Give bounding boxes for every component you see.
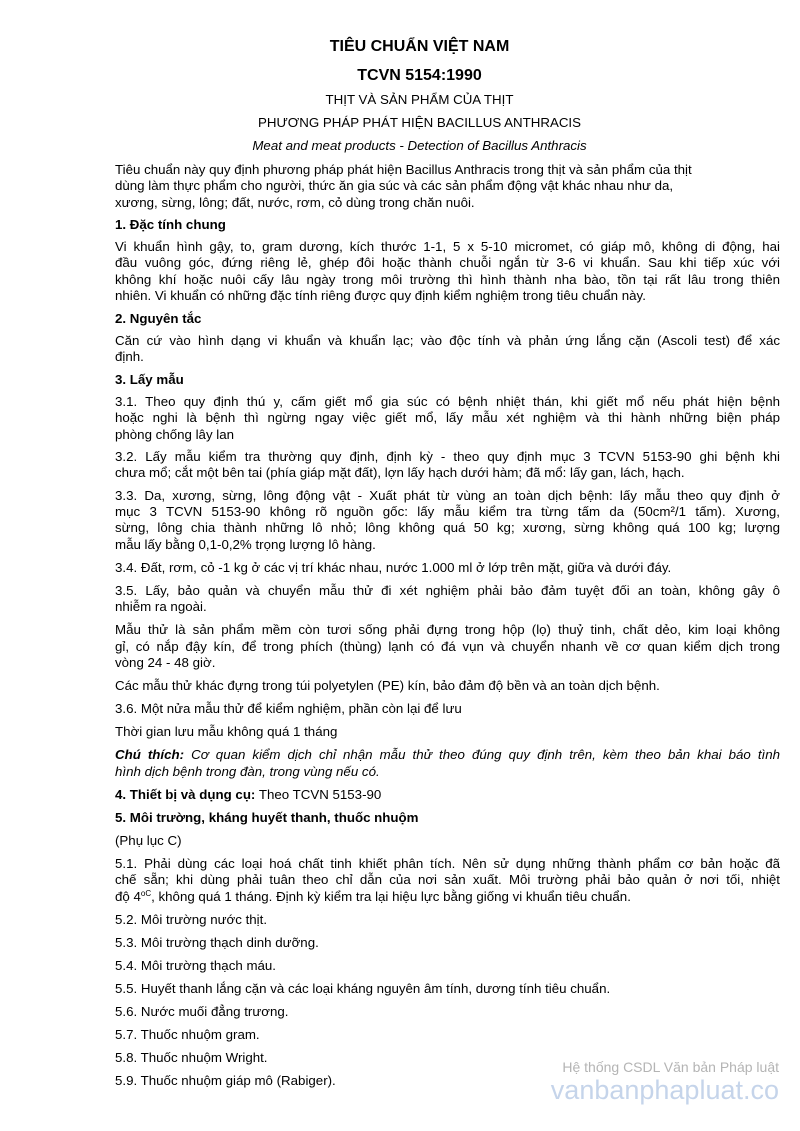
text-line bbox=[115, 889, 780, 905]
text-line: (Phụ lục C) bbox=[115, 832, 182, 848]
clause-5-3 bbox=[115, 935, 780, 951]
heading-text: 2. Nguyên tắc bbox=[115, 310, 202, 326]
text-line: định. bbox=[115, 349, 144, 365]
text-line: không khí hoặc nuôi cấy lâu ngày trong môi trường thì hình thành nha bào, tồn tại rất lâu trong thiên bbox=[115, 271, 780, 287]
other-samples-paragraph bbox=[115, 678, 780, 694]
section-3-heading bbox=[115, 372, 780, 388]
list-item: 5.2. Môi trường nước thịt. bbox=[115, 911, 268, 927]
text-line: nhiên. Vi khuẩn có những đặc tính riêng được quy định kiểm nghiệm trong tiêu chuẩn này. bbox=[115, 288, 646, 304]
text-line: 3.5. Lấy, bảo quản và chuyển mẫu thử đi xét nghiệm phải bảo đảm tuyệt đối an toàn, không gây ô bbox=[115, 582, 780, 598]
text-line: chế sẵn; khi dùng phải tuân theo chỉ dẫn của nơi sản xuất. Môi trường phải bảo quản ở nơi tối, nhiệt bbox=[115, 872, 780, 888]
temperature-text: độ 4 bbox=[115, 888, 141, 904]
note-label: Chú thích: bbox=[115, 747, 185, 763]
list-item: 5.6. Nước muối đẳng trương. bbox=[115, 1004, 289, 1020]
clause-5-2 bbox=[115, 912, 780, 928]
heading-text: 1. Đặc tính chung bbox=[115, 216, 226, 232]
watermark-caption: Hệ thống CSDL Văn bản Pháp luật bbox=[562, 1059, 779, 1075]
clause-3-5 bbox=[115, 583, 780, 616]
text-line: Các mẫu thử khác đựng trong túi polyetylen (PE) kín, bảo đảm độ bền và an toàn dịch bệnh. bbox=[115, 678, 660, 694]
note-text: Cơ quan kiểm dịch chỉ nhận mẫu thử theo đúng quy định trên, kèm theo bản khai báo tình bbox=[191, 747, 781, 763]
retention-paragraph bbox=[115, 724, 780, 740]
list-item: 5.5. Huyết thanh lắng cặn và các loại kháng nguyên âm tính, dương tính tiêu chuẩn. bbox=[115, 980, 611, 996]
text-line: dùng làm thực phẩm cho người, thức ăn gia súc và các sản phẩm động vật khác nhau như da, bbox=[115, 178, 674, 194]
text-line: xương, sừng, lông; đất, nước, rơm, cỏ dùng trong chăn nuôi. bbox=[115, 194, 475, 210]
text-line bbox=[115, 787, 780, 803]
text-line: mục 3 TCVN 5153-90 không rõ nguồn gốc: lấy mẫu kiểm tra từng tấm da (50cm²/1 tấm). Xương, bbox=[115, 503, 780, 519]
clause-3-3 bbox=[115, 488, 780, 554]
clause-3-2 bbox=[115, 449, 780, 482]
clause-5-5 bbox=[115, 981, 780, 997]
english-title: Meat and meat products - Detection of Bacillus Anthracis bbox=[252, 137, 587, 153]
appendix-reference bbox=[115, 833, 780, 849]
clause-5-6 bbox=[115, 1004, 780, 1020]
clause-5-7 bbox=[115, 1027, 780, 1043]
clause-3-1 bbox=[115, 394, 780, 443]
text-line: Căn cứ vào hình dạng vi khuẩn và khuẩn lạc; vào độc tính và phản ứng lắng cặn (Ascoli test) để xác bbox=[115, 332, 780, 348]
soft-samples-paragraph bbox=[115, 622, 780, 671]
standard-title: TIÊU CHUẨN VIỆT NAM bbox=[329, 38, 510, 55]
section-2-heading bbox=[115, 311, 780, 327]
list-item: 5.9. Thuốc nhuộm giáp mô (Rabiger). bbox=[115, 1073, 336, 1089]
text-line: 3.4. Đất, rơm, cỏ -1 kg ở các vị trí khác nhau, nước 1.000 ml ở lớp trên mặt, giữa và dưới đáy. bbox=[115, 559, 672, 575]
text-line: hình dịch bệnh trong đàn, trong vùng nếu có. bbox=[115, 763, 380, 779]
text-line: Vi khuẩn hình gậy, to, gram dương, kích thước 1-1, 5 x 5-10 micromet, có giáp mô, không di động, hai bbox=[115, 239, 780, 255]
note-paragraph bbox=[115, 747, 780, 780]
text-line: Mẫu thử là sản phẩm mềm còn tươi sống phải đựng trong hộp (lọ) thuỷ tinh, chất dẻo, kim loại không bbox=[115, 622, 780, 638]
text-line: 3.3. Da, xương, sừng, lông động vật - Xuất phát từ vùng an toàn dịch bệnh: lấy mẫu theo quy định ở bbox=[115, 487, 780, 503]
section-2-paragraph bbox=[115, 333, 780, 366]
text-line: chưa mổ; cắt một bên tai (phía giáp mặt đất), lợn lấy hạch dưới hàm; đã mổ: lấy gan, lách, hạch. bbox=[115, 465, 685, 481]
clause-3-4 bbox=[115, 560, 780, 576]
list-item: 5.7. Thuốc nhuộm gram. bbox=[115, 1027, 260, 1043]
section-4-text: Theo TCVN 5153-90 bbox=[258, 786, 382, 802]
section-1-paragraph bbox=[115, 239, 780, 305]
heading-text: 3. Lấy mẫu bbox=[115, 371, 184, 387]
section-5-heading bbox=[115, 810, 780, 826]
clause-3-6 bbox=[115, 701, 780, 717]
text-line: 3.2. Lấy mẫu kiểm tra thường quy định, định kỳ - theo quy định mục 3 TCVN 5153-90 ghi bệnh khi bbox=[115, 448, 780, 464]
text-line bbox=[115, 747, 780, 763]
document-body bbox=[115, 37, 780, 1090]
text-line: vòng 24 - 48 giờ. bbox=[115, 655, 216, 671]
section-4-paragraph bbox=[115, 787, 780, 803]
text-line: phòng chống lây lan bbox=[115, 426, 235, 442]
text-line: Tiêu chuẩn này quy định phương pháp phát hiện Bacillus Anthracis trong thịt và sản phẩm của thịt bbox=[115, 161, 692, 177]
document-header bbox=[115, 37, 724, 154]
list-item: 5.4. Môi trường thạch máu. bbox=[115, 957, 277, 973]
text-line: sừng, lông chia thành những lô nhỏ; lông không quá 50 kg; xương, sừng không quá 100 kg; lượng bbox=[115, 520, 780, 536]
section-1-heading bbox=[115, 217, 780, 233]
text-line: 3.6. Một nửa mẫu thử để kiểm nghiệm, phần còn lại để lưu bbox=[115, 701, 462, 717]
text-line: 3.1. Theo quy định thú y, cấm giết mổ gia súc có bệnh nhiệt thán, khi giết mổ nếu phát hiện bệnh bbox=[115, 393, 780, 409]
list-item: 5.3. Môi trường thạch dinh dưỡng. bbox=[115, 934, 319, 950]
list-item: 5.8. Thuốc nhuộm Wright. bbox=[115, 1050, 268, 1066]
text-line: gỉ, có nắp đậy kín, để trong phích (thùng) lạnh có đá vụn và chuyển nhanh về cơ quan kiểm dịch trong bbox=[115, 638, 780, 654]
degree-superscript: oC bbox=[140, 888, 152, 898]
watermark-site: vanbanphapluat.co bbox=[550, 1075, 779, 1105]
clause-5-1 bbox=[115, 856, 780, 905]
standard-code: TCVN 5154:1990 bbox=[357, 67, 482, 84]
text-line: đầu vuông góc, đứng riêng lẻ, ghép đôi hoặc thành chuỗi ngắn từ 3-6 vi khuẩn. Sau khi tiếp xúc với bbox=[115, 255, 780, 271]
heading-text: 5. Môi trường, kháng huyết thanh, thuốc nhuộm bbox=[115, 809, 419, 825]
clause-5-4 bbox=[115, 958, 780, 974]
intro-paragraph bbox=[115, 162, 780, 211]
text-line: Thời gian lưu mẫu không quá 1 tháng bbox=[115, 724, 338, 740]
method-title: PHƯƠNG PHÁP PHÁT HIỆN BACILLUS ANTHRACIS bbox=[257, 114, 581, 130]
section-4-heading: 4. Thiết bị và dụng cụ: bbox=[115, 786, 256, 802]
standard-subject: THỊT VÀ SẢN PHẨM CỦA THỊT bbox=[325, 91, 514, 107]
text-line: hoặc nghi là bệnh thì ngừng ngay việc giết mổ, lấy mẫu xét nghiệm và thi hành những biện pháp bbox=[115, 410, 780, 426]
text-segment: , không quá 1 tháng. Định kỳ kiểm tra lại hiệu lực bằng giống vi khuẩn tiêu chuẩn. bbox=[151, 888, 631, 904]
text-line: nhiễm ra ngoài. bbox=[115, 599, 207, 615]
text-line: mẫu lấy bằng 0,1-0,2% trọng lượng lô hàng. bbox=[115, 536, 376, 552]
text-line: 5.1. Phải dùng các loại hoá chất tinh khiết phân tích. Nên sử dụng những thành phẩm cơ bản hoặc đã bbox=[115, 855, 780, 871]
